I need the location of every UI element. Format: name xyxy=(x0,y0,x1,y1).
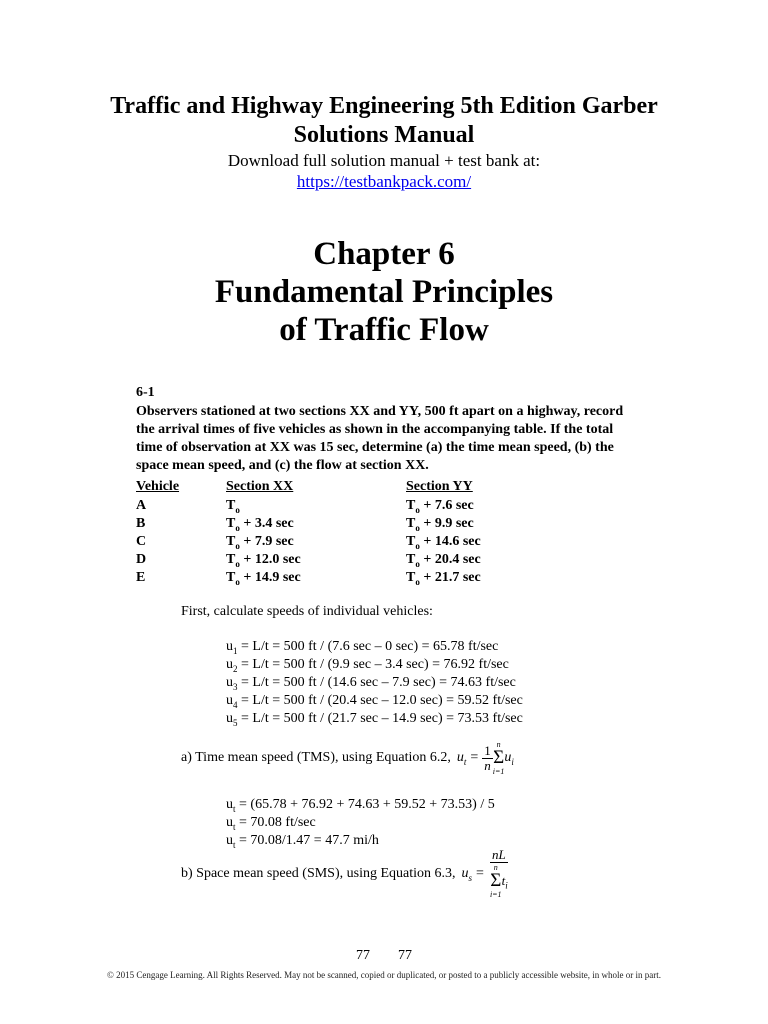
table-cell-yy: $T_o + 14.6$ sec xyxy=(406,534,481,551)
table-cell-yy: $T_o + 21.7$ sec xyxy=(406,570,481,587)
speed-line: $u_4 = L/t = 500$ ft / (20.4 sec – 12.0 sec) = 59.52 ft/sec xyxy=(226,693,523,710)
speed-line: $u_2 = L/t = 500$ ft / (9.9 sec – 3.4 sec) = 76.92 ft/sec xyxy=(226,657,509,674)
table-cell-xx: $T_o + 14.9$ sec xyxy=(226,570,301,587)
table-cell-vehicle: B xyxy=(136,516,146,531)
page-number: 77 xyxy=(356,948,370,963)
copyright-notice: © 2015 Cengage Learning. All Rights Reserved. May not be scanned, copied or duplicated, or posted to a publicly accessible website, in whole or in part. xyxy=(107,970,661,980)
equation-lhs: $u_t$ xyxy=(456,750,467,767)
speed-line: $u_3 = L/t = 500$ ft / (14.6 sec – 7.9 sec) = 74.63 ft/sec xyxy=(226,675,516,692)
chapter-title-line2: of Traffic Flow xyxy=(279,312,489,348)
document-title-line1: Traffic and Highway Engineering 5th Edition Garber xyxy=(110,93,658,119)
table-cell-vehicle: E xyxy=(136,570,146,585)
speed-line: $u_5 = L/t = 500$ ft / (21.7 sec – 14.9 sec) = 73.53 ft/sec xyxy=(226,711,523,728)
tms-step: $u_t = (65.78 + 76.92 + 74.63 + 59.52 + 73.53) / 5$ xyxy=(226,797,495,814)
problem-statement-line: Observers stationed at two sections XX and YY, 500 ft apart on a highway, record xyxy=(136,404,624,419)
equation-term: $u_i$ xyxy=(504,750,514,767)
table-cell-xx: $T_o + 12.0$ sec xyxy=(226,552,301,569)
chapter-number: Chapter 6 xyxy=(313,236,455,272)
problem-statement-line: the arrival times of five vehicles as shown in the accompanying table. If the total xyxy=(136,422,614,437)
document-title-line2: Solutions Manual xyxy=(293,122,475,148)
fraction: $\frac{1}{n}$ xyxy=(484,742,491,773)
page-number: 77 xyxy=(398,948,412,963)
table-cell-yy: $T_o + 20.4$ sec xyxy=(406,552,481,569)
table-header-section-xx: Section XX xyxy=(226,479,294,494)
equation-term: $t_i$ xyxy=(501,873,508,891)
table-cell-yy: $T_o + 7.6$ sec xyxy=(406,498,474,515)
tms-step: $u_t = 70.08/1.47 = 47.7$ mi/h xyxy=(226,833,379,850)
summation-symbol: n Σ i=1 xyxy=(489,863,502,899)
problem-statement-line: time of observation at XX was 15 sec, determine (a) the time mean speed, (b) the xyxy=(136,440,614,455)
download-link[interactable]: https://testbankpack.com/ xyxy=(296,172,472,191)
table-header-vehicle: Vehicle xyxy=(136,479,180,494)
table-cell-vehicle: D xyxy=(136,552,147,567)
part-b-line: b) Space mean speed (SMS), using Equation 6.3, $u_s$ = nL n Σ i=1 $t_i$ xyxy=(181,847,508,899)
chapter-title-line1: Fundamental Principles xyxy=(214,274,554,310)
problem-statement-line: space mean speed, and (c) the flow at section XX. xyxy=(136,458,429,473)
table-cell-xx: $T_o + 7.9$ sec xyxy=(226,534,294,551)
problem-id: 6-1 xyxy=(136,385,155,400)
tms-step: $u_t = 70.08$ ft/sec xyxy=(226,815,316,832)
table-cell-xx: $T_o$ xyxy=(226,498,240,515)
summation-symbol: n Σ i=1 xyxy=(492,740,505,776)
solution-intro: First, calculate speeds of individual vehicles: xyxy=(181,604,433,619)
table-cell-yy: $T_o + 9.9$ sec xyxy=(406,516,474,533)
part-a-line: a) Time mean speed (TMS), using Equation 6.2, $u_t$ = $\frac{1}{n}$ n Σ i=1 $u_i$ xyxy=(181,740,514,776)
download-text: Download full solution manual + test bank at: xyxy=(227,151,541,170)
part-a-label: a) Time mean speed (TMS), using Equation 6.2, xyxy=(181,750,451,765)
table-cell-vehicle: C xyxy=(136,534,147,549)
table-header-section-yy: Section YY xyxy=(406,479,473,494)
equation-lhs: $u_s$ xyxy=(461,865,473,883)
table-cell-vehicle: A xyxy=(136,498,147,513)
fraction: nL n Σ i=1 $t_i$ xyxy=(489,847,508,899)
speed-line: $u_1 = L/t = 500$ ft / (7.6 sec – 0 sec) = 65.78 ft/sec xyxy=(226,639,499,656)
part-b-label: b) Space mean speed (SMS), using Equation 6.3, xyxy=(181,865,456,881)
table-cell-xx: $T_o + 3.4$ sec xyxy=(226,516,294,533)
